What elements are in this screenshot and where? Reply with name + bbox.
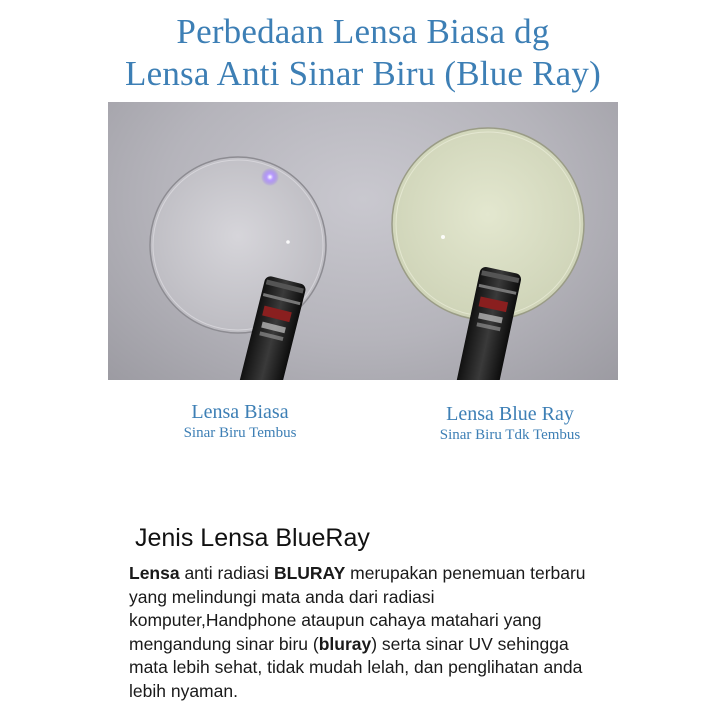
laser-spot-left	[261, 168, 279, 186]
caption-ordinary-lens	[140, 400, 340, 442]
page-title-line-2: Lensa Anti Sinar Biru (Blue Ray)	[125, 54, 601, 93]
caption-left-subtitle: Sinar Biru Tembus	[183, 425, 297, 441]
section-heading: Jenis Lensa BlueRay	[135, 524, 370, 552]
lens-comparison-photo	[108, 102, 618, 380]
description-paragraph	[129, 562, 599, 703]
page-title-line-1: Perbedaan Lensa Biasa dg	[176, 12, 550, 51]
caption-left-title: Lensa Biasa	[191, 401, 289, 423]
para-text-2: merupakan penemuan terbaru yang melindungi mata anda dari radiasi komputer,Handphone ataupun cahaya matahari yang mengandung sinar biru (	[129, 563, 586, 654]
para-bold-bluray-lower: bluray	[318, 633, 372, 654]
para-bold-lensa: Lensa	[129, 563, 180, 583]
caption-right-subtitle: Sinar Biru Tdk Tembus	[439, 427, 581, 443]
caption-right-title: Lensa Blue Ray	[446, 403, 574, 425]
para-text-3: ) serta sinar UV sehingga mata lebih sehat, tidak mudah lelah, dan penglihatan anda lebih nyaman.	[129, 633, 583, 701]
para-bold-bluray: BLURAY	[273, 563, 346, 583]
para-text-1: anti radiasi	[179, 563, 274, 583]
caption-blue-ray-lens	[405, 402, 615, 444]
